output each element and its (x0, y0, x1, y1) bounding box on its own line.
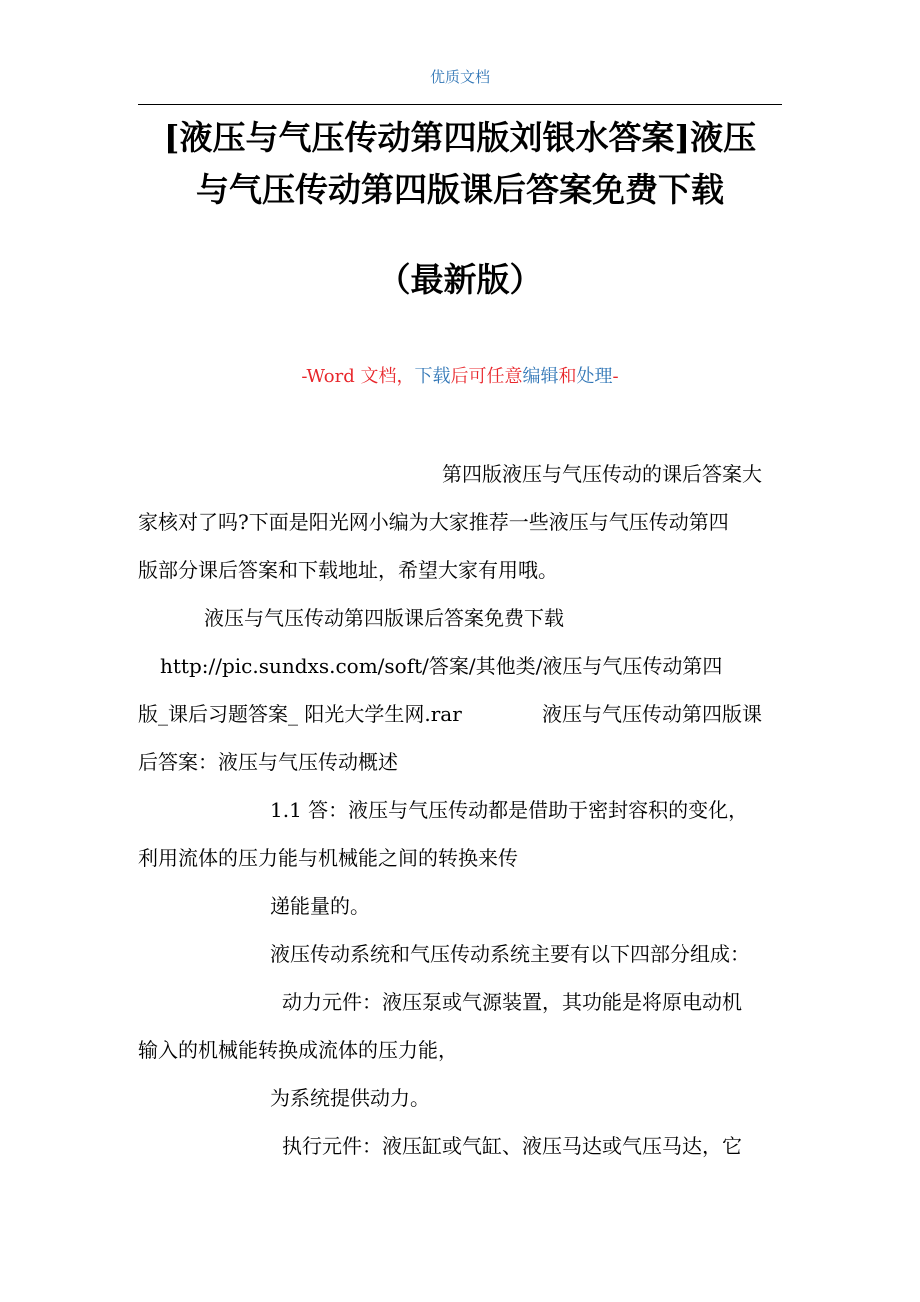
body-line: 递能量的。 (270, 894, 370, 918)
header-label: 优质文档 (429, 68, 490, 86)
body-line: 液压与气压传动第四版课后答案免费下载 (204, 606, 564, 630)
document-title (138, 112, 782, 216)
word-note-segment: 处理 (576, 366, 613, 387)
body-line: 家核对了吗?下面是阳光网小编为大家推荐一些液压与气压传动第四 (138, 510, 729, 534)
word-note-segment: 后可任意 (450, 366, 523, 387)
word-note-segment: 下载 (414, 366, 451, 387)
body-line: 利用流体的压力能与机械能之间的转换来传 (138, 846, 518, 870)
title-line-1: [液压与气压传动第四版刘银水答案]液压 (163, 118, 757, 157)
body-line: 为系统提供动力。 (270, 1086, 430, 1110)
body-line: 版_课后习题答案_ 阳光大学生网.rar (138, 702, 462, 726)
document-subtitle: （最新版） (377, 260, 543, 299)
body-line: 输入的机械能转换成流体的压力能， (138, 1038, 458, 1062)
download-url: http://pic.sundxs.com/soft/答案/其他类/液压与气压传动第四 (160, 654, 723, 678)
body-line: 版部分课后答案和下载地址，希望大家有用哦。 (138, 558, 558, 582)
body-line: 动力元件：液压泵或气源装置，其功能是将原电动机 (282, 990, 742, 1014)
body-line: 1.1 答：液压与气压传动都是借助于密封容积的变化， (270, 798, 749, 822)
header-divider (138, 104, 782, 105)
word-note-segment: 编辑 (522, 366, 559, 387)
word-document-note (0, 364, 920, 390)
word-note-segment: -Word 文档， (301, 366, 415, 387)
body-line: 第四版液压与气压传动的课后答案大 (442, 462, 762, 486)
body-line: 执行元件：液压缸或气缸、液压马达或气压马达，它 (282, 1134, 742, 1158)
title-line-2: 与气压传动第四版课后答案免费下载 (196, 170, 724, 209)
body-line: 后答案：液压与气压传动概述 (138, 750, 398, 774)
word-note-segment: 和 (558, 366, 577, 387)
word-note-segment: - (612, 366, 619, 387)
body-line: 液压传动系统和气压传动系统主要有以下四部分组成： (270, 942, 750, 966)
body-line: 液压与气压传动第四版课 (542, 702, 762, 726)
